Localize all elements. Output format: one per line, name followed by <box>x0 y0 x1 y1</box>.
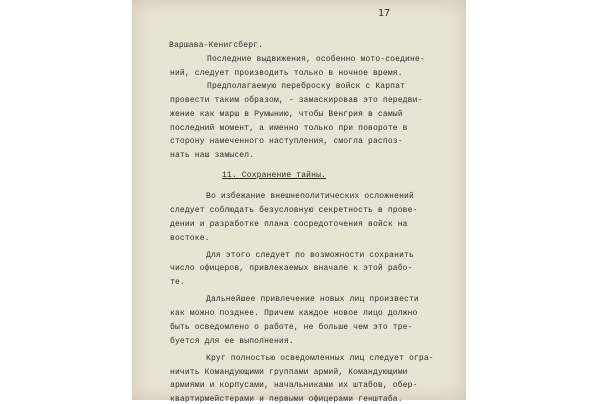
page-number: 17 <box>378 8 391 19</box>
text-line: ний, следует производить только в ночное время. <box>170 68 403 78</box>
text-line: Во избежание внешнеполитических осложнений <box>206 192 414 202</box>
text-line: сторону намеченного наступления, смогла распоз- <box>170 137 403 147</box>
text-line: квартирмейстерами и первыми офицерами генштаба. <box>170 395 403 404</box>
text-line: дении и разработке плана сосредоточения войск на <box>170 219 408 229</box>
text-line: Варшава-Кенигсберг. <box>169 41 264 50</box>
text-line: Предполагаемую переброску войск с Карпат <box>207 82 406 92</box>
text-line: те. <box>170 278 185 288</box>
text-line: Дальнейшее привлечение новых лиц произвести <box>206 295 419 305</box>
text-line: Для этого следует по возможности сохранить <box>206 250 414 260</box>
text-line: Круг полностью осведомленных лиц следует огра- <box>206 353 434 363</box>
text-line: востоке. <box>170 233 210 243</box>
text-line: провести таким образом, - замаскировав это передви- <box>170 96 423 105</box>
section-heading: 11. Сохранение тайны. <box>222 170 326 180</box>
text-line: жение как марш в Румынию, чтобы Венгрия в самый <box>170 109 403 119</box>
text-line: быть осведомлено о работе, не больше чем это тре- <box>170 322 413 332</box>
text-line: Последние выдвижения, особенно мото-соедине- <box>207 54 425 64</box>
text-line: как можно позднее. Причем каждое новое лицо должно <box>170 309 418 319</box>
text-line: следует соблюдать безусловную секретность в прове- <box>170 206 418 215</box>
text-line: последний момент, а именно только при повороте в <box>170 123 408 133</box>
text-line: число офицеров, привлекаемых вначале к этой рабо- <box>170 264 413 274</box>
text-line: буется для ее выполнения. <box>170 336 294 346</box>
text-line: нать наш замысел. <box>170 151 255 160</box>
text-line: армиями и корпусами, начальниками их штабов, обер- <box>170 381 418 391</box>
text-line: ничить Командующими группами армий, Командующими <box>170 367 408 377</box>
